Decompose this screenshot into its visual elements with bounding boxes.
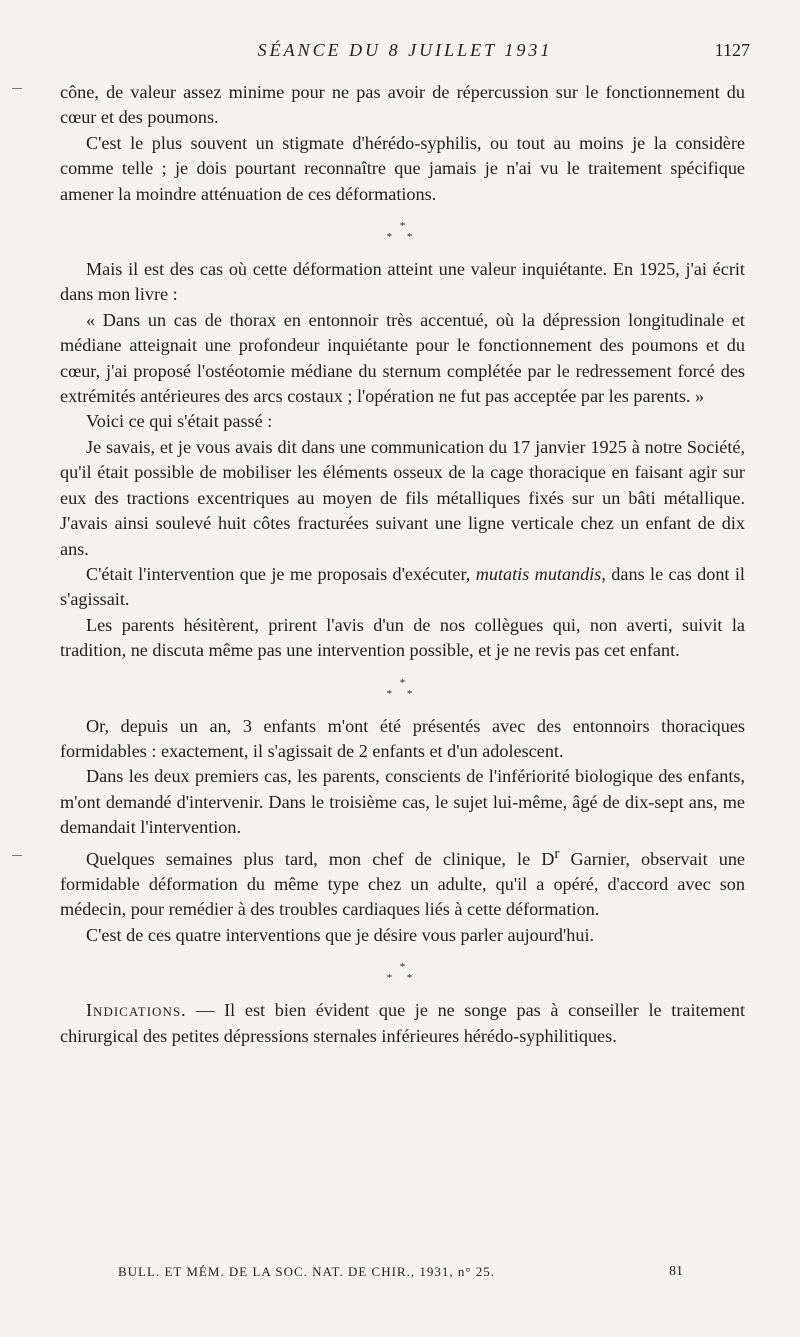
- margin-mark: [12, 855, 22, 856]
- header-title: SÉANCE DU 8 JUILLET 1931: [257, 40, 553, 60]
- superscript: r: [554, 844, 560, 862]
- text-run: , dans le cas dont il s'agissait.: [60, 563, 745, 610]
- text-run: Garnier, observait une formidable déformation du même type chez un adulte, qu'il a opéré, d'accord avec son médecin, pour remédier à des troubles cardiaques liés à cette déformation.: [60, 848, 745, 920]
- paragraph: Voici ce qui s'était passé :: [86, 411, 273, 432]
- page-number: 1127: [714, 40, 750, 60]
- running-header: [60, 40, 750, 66]
- separator-star: *: [399, 676, 406, 689]
- section-separator: [60, 664, 745, 714]
- paragraph: [60, 998, 745, 1049]
- section-heading: Indications.: [86, 1000, 187, 1021]
- paragraph: Je savais, et je vous avais dit dans une communication du 17 janvier 1925 à notre Société, qu'il était possible de mobiliser les éléments osseux de la cage thoracique en faisant agir sur eux des tractions excentriques au moyen de fils métalliques fixés sur un bâti métallique. J'avais ainsi soulevé huit côtes fracturées suivant une ligne verticale chez un enfant de dix ans.: [60, 436, 745, 559]
- separator-stars: * *: [386, 687, 419, 700]
- paragraph: Les parents hésitèrent, prirent l'avis d'un de nos collègues qui, non averti, suivit la tradition, ne discuta même pas une intervention possible, et je ne revis pas cet enfant.: [60, 614, 745, 661]
- paragraph: C'est de ces quatre interventions que je désire vous parler aujourd'hui.: [86, 924, 595, 945]
- text-run: C'était l'intervention que je me proposais d'exécuter,: [86, 563, 476, 584]
- section-separator: [60, 948, 745, 998]
- separator-stars: * *: [386, 972, 419, 985]
- margin-mark: [12, 88, 22, 89]
- latin-phrase: mutatis mutandis: [475, 563, 602, 584]
- separator-stars: * *: [386, 231, 419, 244]
- separator-star: *: [399, 220, 406, 233]
- section-separator: [60, 207, 745, 257]
- paragraph: [60, 841, 745, 923]
- footer-citation: BULL. ET MÉM. DE LA SOC. NAT. DE CHIR., 1931, n° 25.: [118, 1264, 496, 1279]
- text-run: Quelques semaines plus tard, mon chef de clinique, le D: [86, 848, 555, 869]
- quote-paragraph: « Dans un cas de thorax en entonnoir très accentué, où la dépression longitudinale et médiane atteignait une profondeur inquiétante pour le fonctionnement des poumons et du cœur, j'ai proposé l'ostéotomie médiane du sternum complétée par le redressement forcé des extrémités antérieures des arcs costaux ; l'opération ne fut pas acceptée par les parents. »: [60, 309, 745, 407]
- paragraph: Mais il est des cas où cette déformation atteint une valeur inquiétante. En 1925, j'ai écrit dans mon livre :: [60, 259, 745, 305]
- text-run: — Il est bien évident que je ne songe pas à conseiller le traitement chirurgical des petites dépressions sternales inférieures hérédo-syphilitiques.: [60, 1000, 745, 1046]
- paragraph: cône, de valeur assez minime pour ne pas avoir de répercussion sur le fonctionnement du cœur et des poumons.: [60, 82, 745, 128]
- paragraph: Or, depuis un an, 3 enfants m'ont été présentés avec des entonnoirs thoraciques formidables : exactement, il s'agissait de 2 enfants et d'un adolescent.: [60, 715, 745, 761]
- paragraph: [60, 562, 745, 613]
- paragraph: Dans les deux premiers cas, les parents, conscients de l'infériorité biologique des enfants, m'ont demandé d'intervenir. Dans le troisième cas, le sujet lui-même, âgé de dix-sept ans, me demandait l'intervention.: [60, 766, 745, 838]
- paragraph: C'est le plus souvent un stigmate d'hérédo-syphilis, ou tout au moins je la considère comme telle ; je dois pourtant reconnaître que jamais je n'ai vu le traitement spécifique amener la moindre atténuation de ces déformations.: [60, 132, 745, 204]
- sheet-number: 81: [669, 1264, 683, 1279]
- body-text: [60, 80, 745, 1049]
- separator-star: *: [399, 961, 406, 974]
